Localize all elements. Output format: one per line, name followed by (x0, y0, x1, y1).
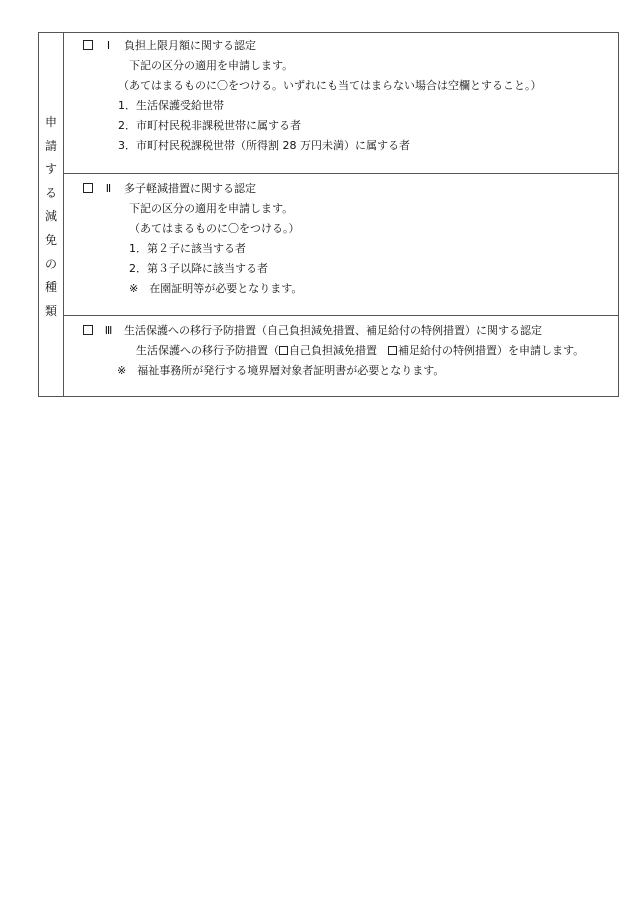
self-burden-reduction-label: 自己負担減免措置 (289, 344, 377, 357)
section2-numeral: Ⅱ (105, 182, 112, 195)
section-welfare-prevention (64, 316, 618, 396)
side-char: る (44, 185, 57, 200)
side-char: す (44, 162, 57, 177)
section1-header (83, 39, 256, 53)
section1-title: 負担上限月額に関する認定 (124, 39, 256, 52)
side-char: 申 (44, 115, 57, 129)
side-char: の (44, 256, 57, 271)
section-burden-cap (64, 33, 618, 174)
section3-header (83, 324, 542, 338)
section3-apply-suffix: ）を申請します。 (497, 344, 585, 357)
section2-header (83, 182, 256, 196)
supplementary-benefit-checkbox[interactable] (388, 346, 397, 355)
section2-apply-text: 下記の区分の適用を申請します。 (129, 202, 294, 215)
supplementary-benefit-label: 補足給付の特例措置 (398, 344, 497, 357)
side-char: 減 (44, 209, 57, 224)
section3-title: 生活保護への移行予防措置（自己負担減免措置、補足給付の特例措置）に関する認定 (124, 324, 542, 337)
section2-item-1: 1．第２子に該当する者 (129, 242, 246, 255)
section1-item-3: 3．市町村民税課税世帯（所得割 28 万円未満）に属する者 (118, 139, 410, 152)
side-char: 請 (44, 138, 57, 153)
section3-apply-prefix: 生活保護への移行予防措置（ (136, 344, 279, 357)
section1-item-2: 2．市町村民税非課税世帯に属する者 (118, 119, 301, 132)
section1-checkbox[interactable] (83, 40, 93, 50)
section3-numeral: Ⅲ (104, 324, 113, 337)
section1-item-1: 1．生活保護受給世帯 (118, 99, 224, 112)
section1-note: （あてはまるものに〇をつける。いずれにも当てはまらない場合は空欄とすること。） (118, 79, 542, 92)
application-form-table (38, 32, 619, 397)
section-multi-child (64, 174, 618, 316)
section1-numeral: Ⅰ (106, 39, 111, 52)
side-char: 類 (44, 303, 57, 318)
section1-apply-text: 下記の区分の適用を申請します。 (129, 59, 294, 72)
side-char: 種 (44, 280, 57, 295)
section3-checkbox[interactable] (83, 325, 93, 335)
section3-remark: ※ 福祉事務所が発行する境界層対象者証明書が必要となります。 (117, 364, 445, 377)
section2-title: 多子軽減措置に関する認定 (124, 182, 256, 195)
section2-item-2: 2．第３子以降に該当する者 (129, 262, 268, 275)
section3-apply-text (136, 344, 584, 358)
side-char: 免 (44, 232, 57, 247)
section2-remark: ※ 在園証明等が必要となります。 (129, 282, 303, 295)
section2-checkbox[interactable] (83, 183, 93, 193)
side-label-column (39, 33, 64, 396)
self-burden-reduction-checkbox[interactable] (279, 346, 288, 355)
section2-note: （あてはまるものに〇をつける。） (129, 222, 300, 235)
side-label-text (39, 111, 63, 323)
